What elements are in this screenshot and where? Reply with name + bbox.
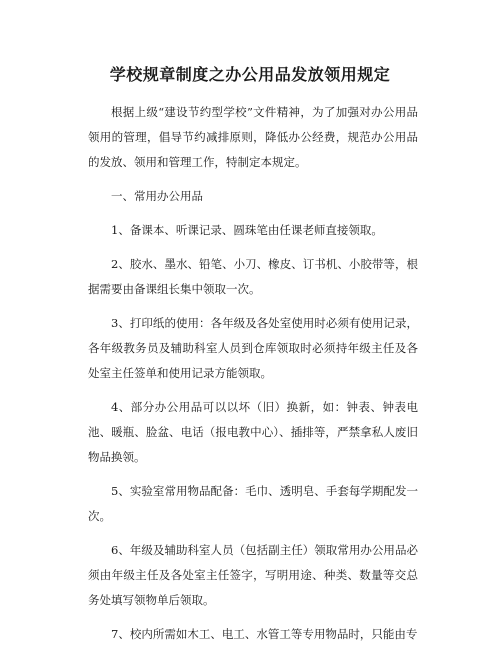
document-title: 学校规章制度之办公用品发放领用规定 [109,65,391,84]
paragraph-item-6: 6、年级及辅助科室人员（包括副主任）领取常用办公用品必须由年级主任及各处室主任签字，写明用途、种类、数量等交总务处填写领物单后领取。 [88,543,418,607]
paragraph-item-3: 3、打印纸的使用：各年级及各处室使用时必须有使用记录，各年级教务员及辅助科室人员到仓库领取时必须持年级主任及各处室主任签单和使用记录方能领取。 [88,316,418,380]
section-heading-common-supplies: 一、常用办公用品 [111,189,203,203]
paragraph-item-4: 4、部分办公用品可以以坏（旧）换新，如：钟表、钟表电池、暖瓶、脸盆、电话（报电教中心）、插排等，严禁拿私人废旧物品换领。 [88,400,418,464]
paragraph-item-7: 7、校内所需如木工、电工、水管工等专用物品时，只能由专 [111,627,418,641]
paragraph-item-5: 5、实验室常用物品配备：毛巾、透明皂、手套每学期配发一次。 [88,484,418,523]
paragraph-item-1: 1、备课本、听课记录、圆珠笔由任课老师直接领取。 [111,223,383,237]
paragraph-item-2: 2、胶水、墨水、铅笔、小刀、橡皮、订书机、小胶带等，根据需要由备课组长集中领取一次。 [88,257,418,296]
document-body [88,100,418,656]
paragraph-intro: 根据上级“建设节约型学校”文件精神，为了加强对办公用品领用的管理，倡导节约减排原则，降低办公经费，规范办公用品的发放、领用和管理工作，特制定本规定。 [88,105,418,169]
